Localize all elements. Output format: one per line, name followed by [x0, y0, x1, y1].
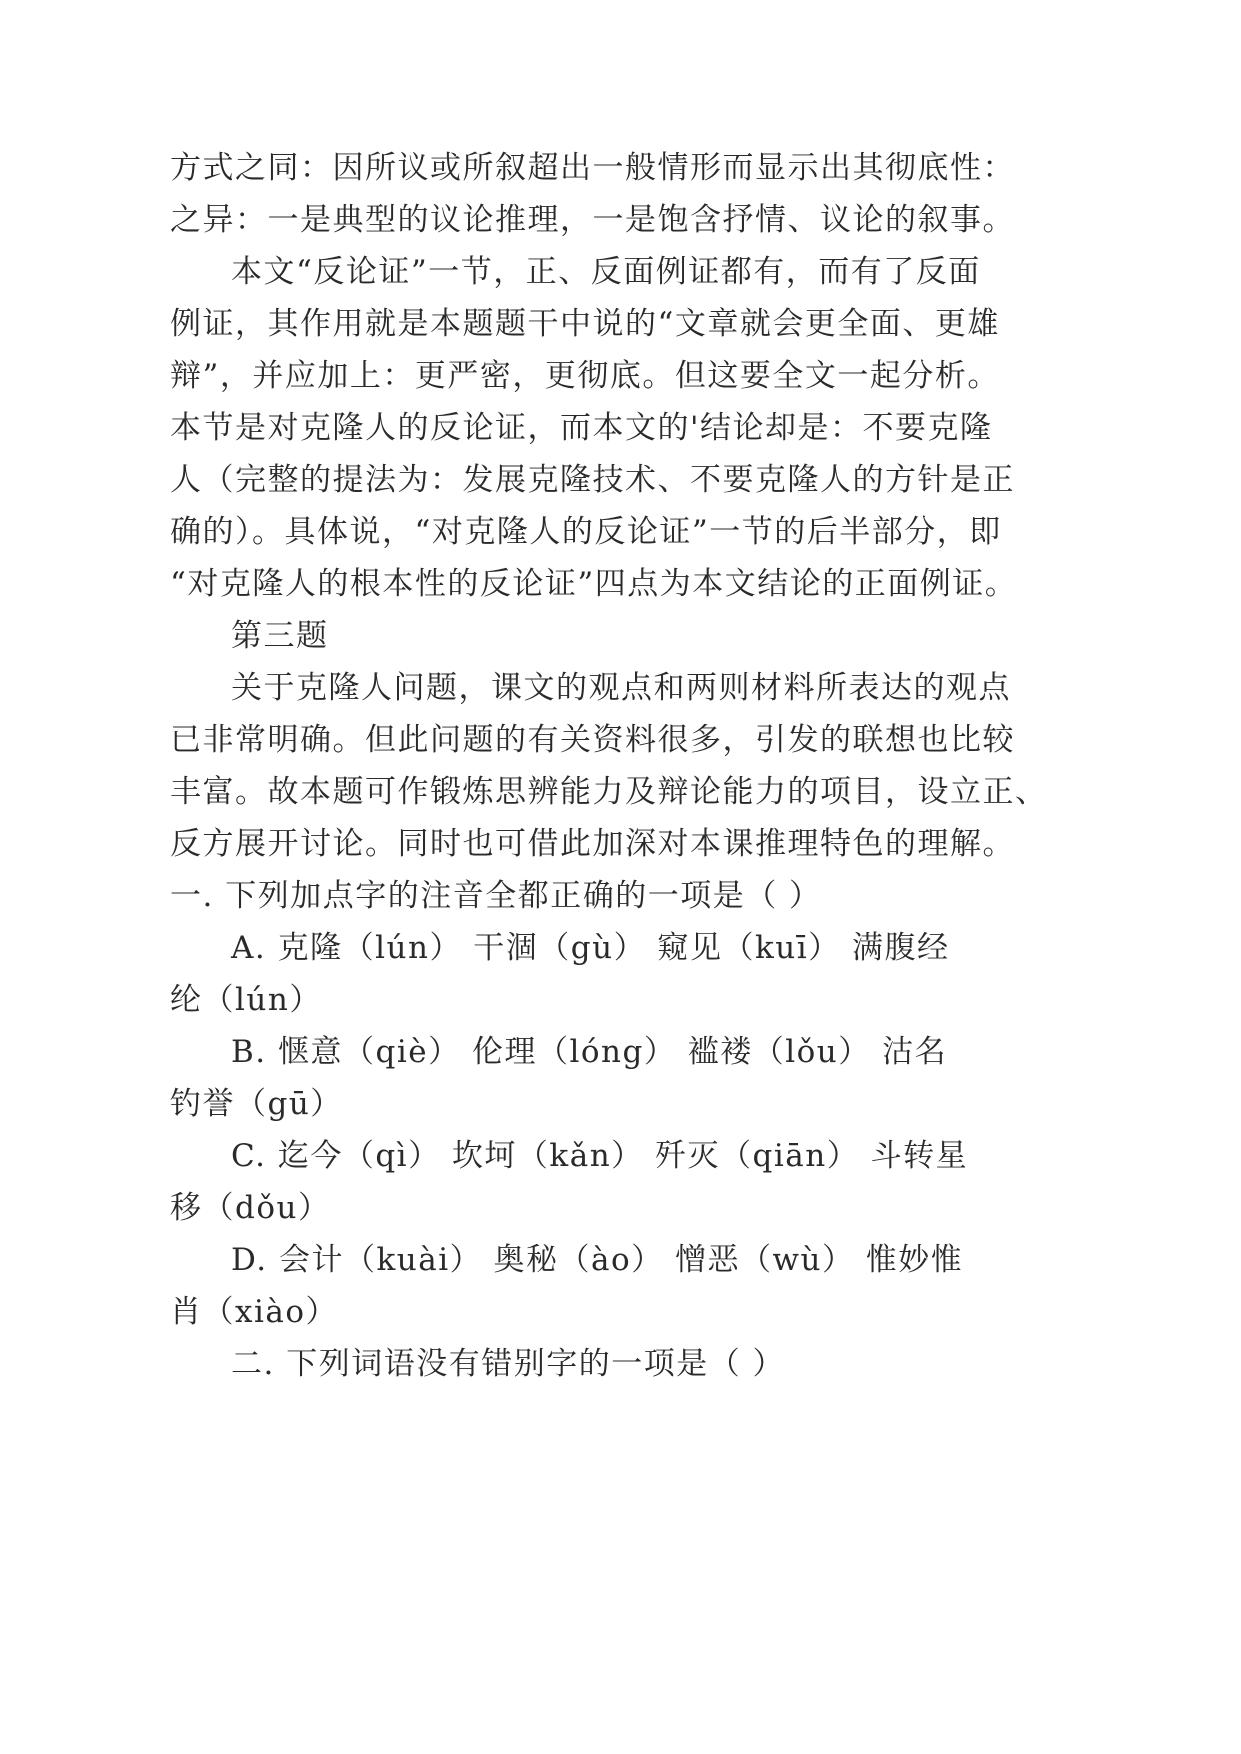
- option-b: B. 惬意（qiè） 伦理（lóng） 褴褛（lǒu） 沽名: [231, 1034, 948, 1070]
- text-line: 辩”，并应加上：更严密，更彻底。但这要全文一起分析。: [170, 358, 1000, 394]
- text-line: 本文“反论证”一节，正、反面例证都有，而有了反面: [231, 254, 981, 290]
- text-line: “对克隆人的根本性的反论证”四点为本文结论的正面例证。: [170, 566, 1018, 602]
- text-line: 人（完整的提法为：发展克隆技术、不要克隆人的方针是正: [170, 462, 1015, 498]
- section-heading: 第三题: [231, 618, 329, 654]
- option-a-continued: 纶（lún）: [170, 982, 322, 1018]
- option-b-continued: 钓誉（gū）: [170, 1086, 343, 1122]
- text-line: 反方展开讨论。同时也可借此加深对本课推理特色的理解。: [170, 826, 1015, 862]
- question-one: 一. 下列加点字的注音全都正确的一项是（ ）: [170, 878, 822, 914]
- option-c-continued: 移（dǒu）: [170, 1190, 331, 1226]
- text-line: 已非常明确。但此问题的有关资料很多，引发的联想也比较: [170, 722, 1015, 758]
- text-line: 方式之同：因所议或所叙超出一般情形而显示出其彻底性：: [170, 150, 1015, 186]
- option-a: A. 克隆（lún） 干涸（gù） 窥见（kuī） 满腹经: [231, 930, 950, 966]
- text-line: 关于克隆人问题，课文的观点和两则材料所表达的观点: [231, 670, 1011, 706]
- text-line: 例证，其作用就是本题题干中说的“文章就会更全面、更雄: [170, 306, 1000, 342]
- text-line: 之异：一是典型的议论推理，一是饱含抒情、议论的叙事。: [170, 202, 1015, 238]
- question-two: 二. 下列词语没有错别字的一项是（ ）: [231, 1346, 786, 1382]
- option-d-continued: 肖（xiào）: [170, 1294, 339, 1330]
- text-line: 丰富。故本题可作锻炼思辨能力及辩论能力的项目，设立正、: [170, 774, 1048, 810]
- text-line: 确的）。具体说，“对克隆人的反论证”一节的后半部分，即: [170, 514, 1002, 550]
- option-c: C. 迄今（qì） 坎坷（kǎn） 歼灭（qiān） 斗转星: [231, 1138, 969, 1174]
- option-d: D. 会计（kuài） 奥秘（ào） 憎恶（wù） 惟妙惟: [231, 1242, 964, 1278]
- text-line: 本节是对克隆人的反论证，而本文的'结论却是：不要克隆: [170, 410, 993, 446]
